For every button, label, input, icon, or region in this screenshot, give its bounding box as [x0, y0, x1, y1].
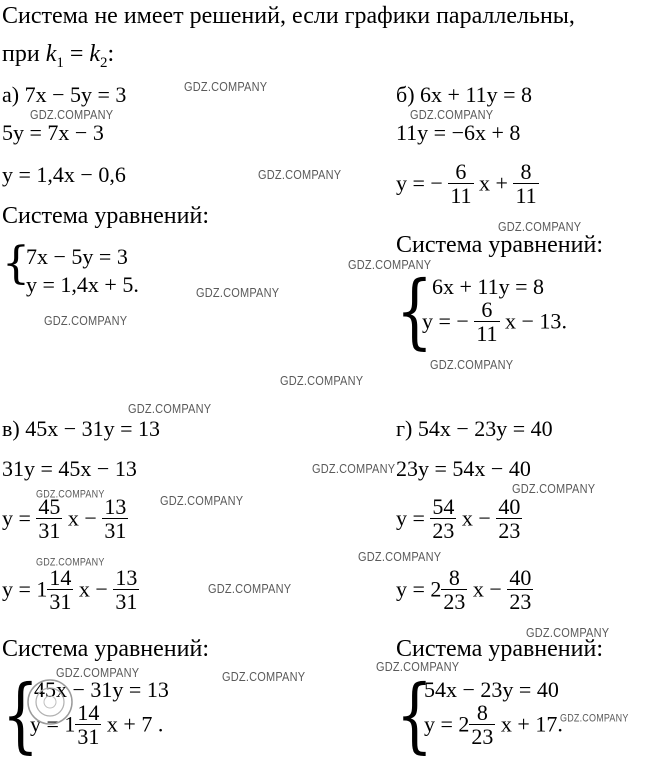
g-system-dot: . — [557, 711, 563, 737]
b-line-2: 11y = −6x + 8 — [396, 120, 521, 145]
a-system-heading: Система уравнений: — [2, 203, 209, 229]
watermark: GDZ.COMPANY — [410, 108, 494, 123]
g-system-eq-1: 54x − 23y = 40 — [424, 677, 559, 702]
g-system-eq-2 — [424, 700, 563, 750]
g-fraction-1 — [430, 495, 456, 542]
watermark: GDZ.COMPANY — [348, 258, 432, 273]
v-f3-num: 14 — [49, 565, 72, 590]
b-f2-num: 8 — [513, 160, 538, 184]
a-system-brace: { — [2, 238, 30, 289]
v-f2-num: 13 — [104, 494, 127, 519]
g-f4-num: 40 — [509, 565, 532, 590]
watermark: GDZ.COMPANY — [208, 582, 292, 597]
watermark: GDZ.COMPANY — [280, 374, 364, 389]
b-s2-tail: x − 13 — [505, 308, 562, 334]
watermark: GDZ.COMPANY — [36, 488, 105, 500]
g-l3-mid: x − — [461, 505, 491, 531]
watermark: GDZ.COMPANY — [376, 660, 460, 675]
v-l3-mid: x − — [67, 505, 97, 531]
g-fraction-2 — [496, 495, 522, 542]
watermark: GDZ.COMPANY — [498, 220, 582, 235]
a-label: а) — [2, 82, 25, 107]
intro-eq: = — [63, 41, 90, 67]
watermark: GDZ.COMPANY — [196, 286, 280, 301]
b-system-eq-1: 6x + 11y = 8 — [432, 274, 544, 299]
v-s2-y: y = 1 — [30, 711, 76, 737]
a-system-dot: . — [133, 272, 139, 297]
a-system-eq-1: 7x − 5y = 3 — [26, 244, 128, 269]
g-f4-den: 23 — [509, 589, 532, 615]
b-l3-mid: x + — [479, 170, 508, 196]
k2-symbol: k — [89, 41, 101, 67]
v-system-brace: { — [2, 667, 39, 763]
b-f1-num: 6 — [448, 160, 473, 184]
watermark: GDZ.COMPANY — [358, 550, 442, 565]
g-line-3 — [396, 494, 522, 544]
watermark: GDZ.COMPANY — [430, 358, 514, 373]
v-sf-den: 31 — [77, 724, 100, 750]
watermark: GDZ.COMPANY — [184, 80, 268, 95]
v-eq-1: 45x − 31y = 13 — [25, 416, 161, 441]
intro-colon: : — [107, 41, 115, 67]
g-line-4 — [396, 565, 533, 615]
g-f1-num: 54 — [432, 494, 455, 519]
a-system-eq-2 — [26, 274, 139, 296]
g-f1-den: 23 — [432, 518, 455, 544]
watermark: GDZ.COMPANY — [526, 626, 610, 641]
k2-subscript: 2 — [100, 54, 108, 71]
v-f1-num: 45 — [38, 494, 61, 519]
v-sf-num: 14 — [77, 700, 100, 725]
b-eq-1: 6x + 11y = 8 — [420, 82, 533, 107]
watermark: GDZ.COMPANY — [222, 670, 306, 685]
watermark: GDZ.COMPANY — [160, 494, 244, 509]
b-f2-den: 11 — [515, 183, 537, 209]
a-line-2: 5y = 7x − 3 — [2, 120, 104, 145]
g-f3-den: 23 — [443, 589, 466, 615]
watermark: GDZ.COMPANY — [56, 666, 140, 681]
k1-symbol: k — [45, 41, 57, 67]
g-fraction-3 — [507, 566, 533, 613]
b-system-dot: . — [561, 308, 567, 334]
a-system-eq-2-text: y = 1,4x + 5 — [26, 272, 134, 297]
v-l4-y: y = 1 — [2, 576, 48, 602]
g-l3-y: y = — [396, 505, 425, 531]
b-sf-num: 6 — [474, 298, 499, 322]
v-l3-y: y = — [2, 505, 31, 531]
v-label: в) — [2, 416, 26, 441]
g-mixed-fraction — [441, 566, 467, 613]
v-f1-den: 31 — [38, 518, 61, 544]
g-label: г) — [396, 416, 418, 441]
b-line-1 — [396, 84, 532, 106]
v-s2-tail: x + 7 — [106, 711, 153, 737]
intro-line-1: Система не имеет решений, если графики параллельны, — [2, 3, 575, 29]
g-f3-num: 8 — [441, 566, 467, 590]
a-line-3: y = 1,4x − 0,6 — [2, 162, 126, 187]
v-f3-den: 31 — [49, 589, 72, 615]
v-system-eq-1: 45x − 31y = 13 — [34, 677, 169, 702]
g-system-heading: Система уравнений: — [396, 636, 603, 662]
g-s2-y: y = 2 — [424, 711, 470, 737]
watermark: GDZ.COMPANY — [30, 108, 114, 123]
v-fraction-1 — [36, 495, 62, 542]
g-line-2: 23y = 54x − 40 — [396, 456, 531, 481]
b-system-fraction — [474, 298, 499, 345]
watermark: GDZ.COMPANY — [312, 462, 396, 477]
g-l4-mid: x − — [472, 576, 502, 602]
watermark: GDZ.COMPANY — [44, 314, 128, 329]
g-s2-tail: x + 17 — [500, 711, 558, 737]
b-label: б) — [396, 82, 421, 107]
g-f2-den: 23 — [498, 518, 521, 544]
v-fraction-2 — [102, 495, 128, 542]
v-system-heading: Система уравнений: — [2, 636, 209, 662]
b-system-eq-2 — [422, 297, 567, 347]
intro-prefix: при — [2, 41, 46, 67]
stamp-watermark-icon — [24, 676, 76, 728]
g-l4-y: y = 2 — [396, 576, 442, 602]
v-mixed-fraction — [47, 566, 73, 613]
v-system-fraction — [75, 701, 101, 748]
intro-line-2 — [2, 42, 114, 71]
b-system-brace: { — [396, 263, 433, 359]
watermark: GDZ.COMPANY — [560, 712, 629, 724]
watermark: GDZ.COMPANY — [258, 168, 342, 183]
v-l4-mid: x − — [78, 576, 108, 602]
v-line-4 — [2, 565, 139, 615]
g-system-fraction — [469, 701, 495, 748]
b-f1-den: 11 — [450, 183, 472, 209]
b-fraction-1 — [448, 160, 473, 207]
watermark: GDZ.COMPANY — [36, 556, 105, 568]
v-fraction-3 — [113, 566, 139, 613]
b-system-heading: Система уравнений: — [396, 232, 603, 258]
a-line-1 — [2, 84, 126, 106]
b-l3-y: y = − — [396, 170, 443, 196]
watermark: GDZ.COMPANY — [512, 482, 596, 497]
v-system-dot: . — [157, 711, 164, 737]
b-s2-y: y = − — [422, 308, 469, 334]
watermark: GDZ.COMPANY — [128, 402, 212, 417]
k1-subscript: 1 — [56, 54, 64, 71]
v-f4-num: 13 — [115, 565, 138, 590]
v-line-1 — [2, 418, 160, 440]
g-system-brace: { — [396, 667, 433, 763]
v-f2-den: 31 — [104, 518, 127, 544]
g-eq-1: 54x − 23y = 40 — [417, 416, 553, 441]
b-line-3 — [396, 159, 539, 209]
v-f4-den: 31 — [115, 589, 138, 615]
g-line-1 — [396, 418, 553, 440]
v-line-2: 31y = 45x − 13 — [2, 456, 137, 481]
g-sf-den: 23 — [471, 724, 494, 750]
g-f2-num: 40 — [498, 494, 521, 519]
b-sf-den: 11 — [476, 321, 498, 347]
a-eq-1: 7x − 5y = 3 — [24, 82, 127, 107]
b-fraction-2 — [513, 160, 538, 207]
g-sf-num: 8 — [469, 701, 495, 725]
